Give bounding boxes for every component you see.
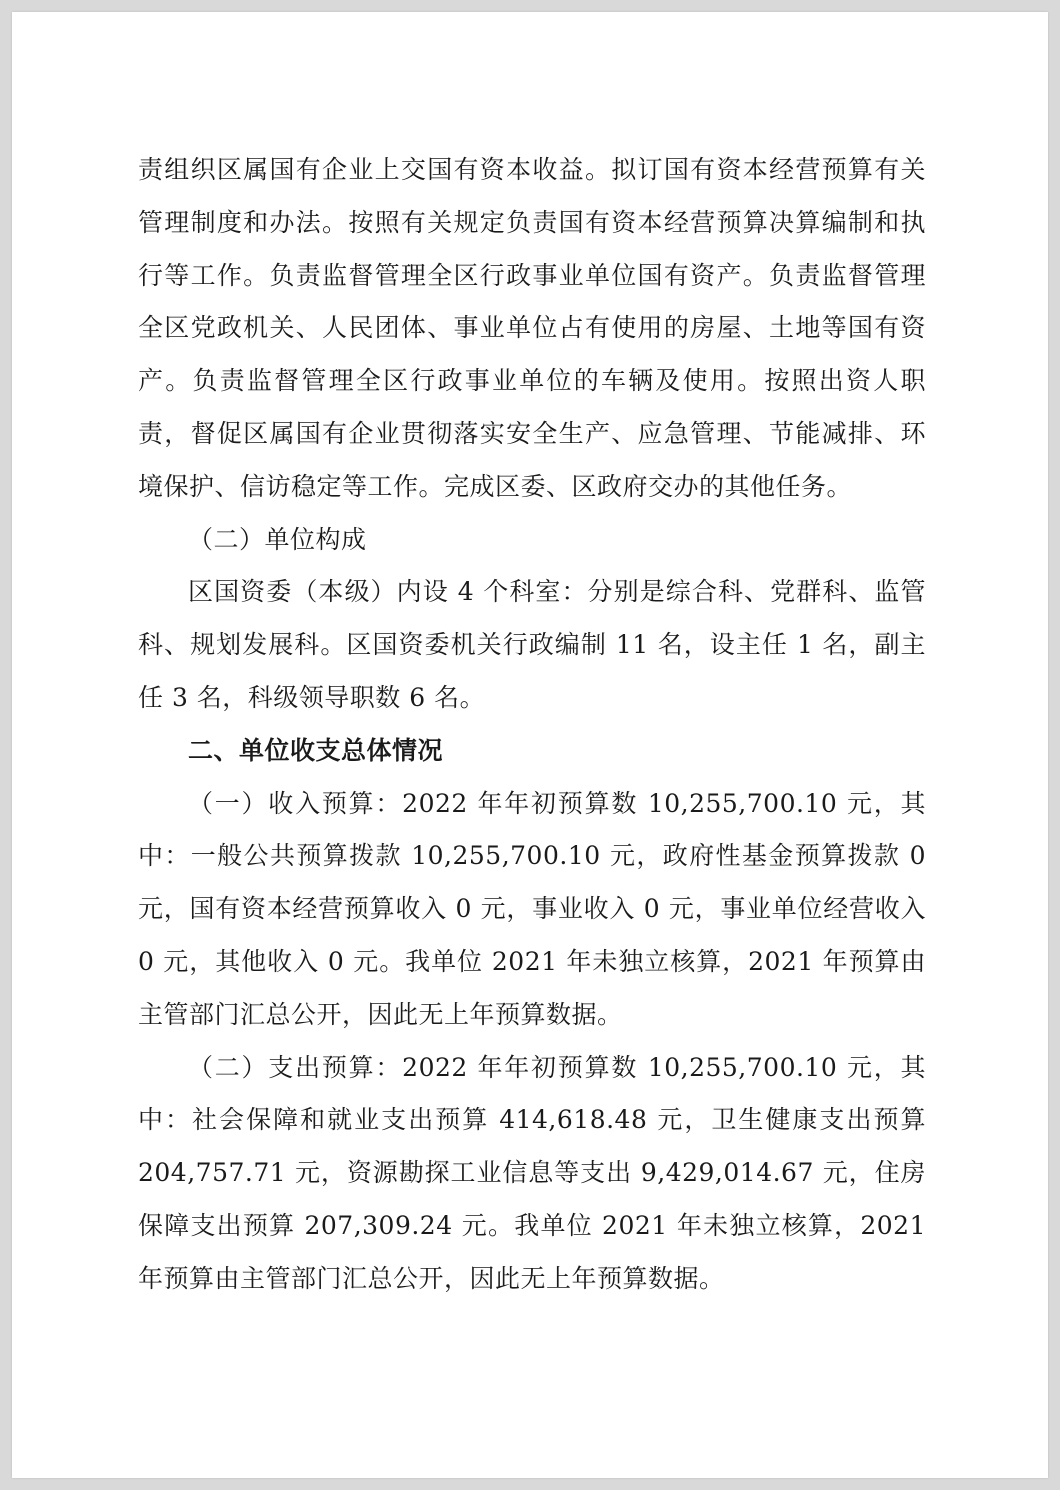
section-heading-revenue-expenditure: 二、单位收支总体情况: [188, 735, 444, 765]
subheading-unit-composition: （二）单位构成: [188, 524, 367, 554]
paragraph-revenue-budget: （一）收入预算：2022 年年初预算数 10,255,700.10 元，其中：一般公共预算拨款 10,255,700.10 元，政府性基金预算拨款 0 元，国有资本经营预算收入 0 元，事业收入 0 元，事业单位经营收入 0 元，其他收入 0 元。我单位 2021 年未独立核算，2021 年预算由主管部门汇总公开，因此无上年预算数据。: [138, 788, 926, 1029]
document-page: [12, 12, 1048, 1478]
document-body: [138, 144, 926, 1306]
paragraph-unit-composition: 区国资委（本级）内设 4 个科室：分别是综合科、党群科、监管科、规划发展科。区国资委机关行政编制 11 名，设主任 1 名，副主任 3 名，科级领导职数 6 名。: [138, 577, 926, 712]
paragraph-duties-continued: 责组织区属国有企业上交国有资本收益。拟订国有资本经营预算有关管理制度和办法。按照有关规定负责国有资本经营预算决算编制和执行等工作。负责监督管理全区行政事业单位国有资产。负责监督管理全区党政机关、人民团体、事业单位占有使用的房屋、土地等国有资产。负责监督管理全区行政事业单位的车辆及使用。按照出资人职责，督促区属国有企业贯彻落实安全生产、应急管理、节能减排、环境保护、信访稳定等工作。完成区委、区政府交办的其他任务。: [138, 155, 926, 501]
paragraph-expenditure-budget: （二）支出预算：2022 年年初预算数 10,255,700.10 元，其中：社会保障和就业支出预算 414,618.48 元，卫生健康支出预算 204,757.71 元，资源勘探工业信息等支出 9,429,014.67 元，住房保障支出预算 207,309.24 元。我单位 2021 年未独立核算，2021 年预算由主管部门汇总公开，因此无上年预算数据。: [138, 1052, 926, 1293]
